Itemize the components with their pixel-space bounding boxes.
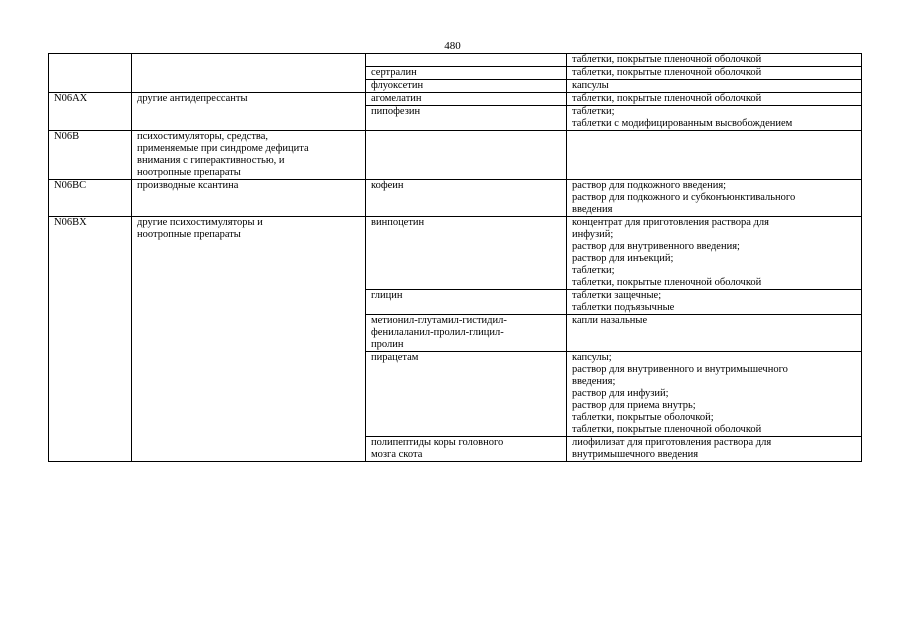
- drug-cell: флуоксетин: [366, 80, 567, 93]
- forms-cell: [567, 131, 862, 180]
- group-cell: психостимуляторы, средства, применяемые при синдроме дефицита внимания с гиперактивностью, и ноотропные препараты: [132, 131, 366, 180]
- table-row: [49, 80, 862, 93]
- atc-code-cell: N06AX: [49, 93, 132, 106]
- drug-cell: сертралин: [366, 67, 567, 80]
- group-cell: [132, 352, 366, 437]
- atc-code-cell: [49, 315, 132, 352]
- group-cell: [132, 106, 366, 131]
- atc-code-cell: [49, 80, 132, 93]
- forms-cell: таблетки, покрытые пленочной оболочкой: [567, 93, 862, 106]
- table-row: [49, 290, 862, 315]
- drug-table: [48, 53, 862, 462]
- group-cell: [132, 315, 366, 352]
- drug-cell: метионил-глутамил-гистидил- фенилаланил-пролил-глицил- пролин: [366, 315, 567, 352]
- group-cell: [132, 290, 366, 315]
- table-row: [49, 93, 862, 106]
- group-cell: [132, 437, 366, 462]
- forms-cell: лиофилизат для приготовления раствора для внутримышечного введения: [567, 437, 862, 462]
- forms-cell: капсулы; раствор для внутривенного и внутримышечного введения; раствор для инфузий; раствор для приема внутрь; таблетки, покрытые оболочкой; таблетки, покрытые пленочной оболочкой: [567, 352, 862, 437]
- table-row: [49, 352, 862, 437]
- table-row: [49, 217, 862, 290]
- drug-cell: глицин: [366, 290, 567, 315]
- forms-cell: капли назальные: [567, 315, 862, 352]
- table-row: [49, 106, 862, 131]
- atc-code-cell: [49, 67, 132, 80]
- drug-cell: [366, 54, 567, 67]
- drug-cell: винпоцетин: [366, 217, 567, 290]
- table-row: [49, 67, 862, 80]
- forms-cell: таблетки защечные; таблетки подъязычные: [567, 290, 862, 315]
- table-row: [49, 131, 862, 180]
- atc-code-cell: N06B: [49, 131, 132, 180]
- atc-code-cell: N06BC: [49, 180, 132, 217]
- atc-code-cell: [49, 352, 132, 437]
- forms-cell: таблетки; таблетки с модифицированным высвобождением: [567, 106, 862, 131]
- group-cell: другие антидепрессанты: [132, 93, 366, 106]
- table-row: [49, 437, 862, 462]
- atc-code-cell: N06BX: [49, 217, 132, 290]
- drug-cell: кофеин: [366, 180, 567, 217]
- drug-cell: пипофезин: [366, 106, 567, 131]
- table-row: [49, 315, 862, 352]
- forms-cell: капсулы: [567, 80, 862, 93]
- group-cell: другие психостимуляторы и ноотропные препараты: [132, 217, 366, 290]
- atc-code-cell: [49, 106, 132, 131]
- group-cell: [132, 54, 366, 67]
- forms-cell: таблетки, покрытые пленочной оболочкой: [567, 54, 862, 67]
- table-row: [49, 54, 862, 67]
- atc-code-cell: [49, 54, 132, 67]
- drug-cell: агомелатин: [366, 93, 567, 106]
- forms-cell: раствор для подкожного введения; раствор для подкожного и субконъюнктивального введения: [567, 180, 862, 217]
- forms-cell: таблетки, покрытые пленочной оболочкой: [567, 67, 862, 80]
- drug-cell: полипептиды коры головного мозга скота: [366, 437, 567, 462]
- group-cell: [132, 67, 366, 80]
- atc-code-cell: [49, 437, 132, 462]
- drug-cell: пирацетам: [366, 352, 567, 437]
- group-cell: производные ксантина: [132, 180, 366, 217]
- table-row: [49, 180, 862, 217]
- drug-cell: [366, 131, 567, 180]
- page-number: 480: [444, 40, 461, 52]
- forms-cell: концентрат для приготовления раствора для инфузий; раствор для внутривенного введения; раствор для инъекций; таблетки; таблетки, покрытые пленочной оболочкой: [567, 217, 862, 290]
- group-cell: [132, 80, 366, 93]
- atc-code-cell: [49, 290, 132, 315]
